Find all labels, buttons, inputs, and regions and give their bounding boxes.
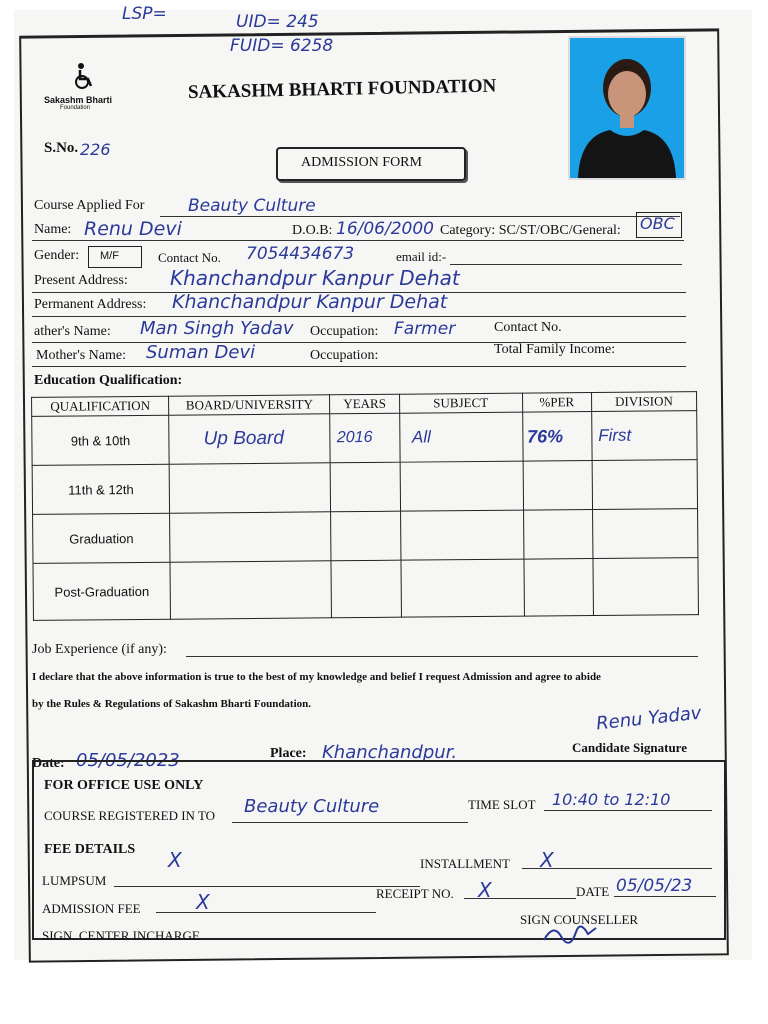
- education-heading: Education Qualification:: [34, 373, 183, 388]
- admission-fee-value: X: [196, 890, 210, 914]
- column-header: DIVISION: [591, 392, 696, 412]
- qualification-cell: 11th & 12th: [32, 464, 170, 514]
- office-date-label: DATE: [576, 884, 610, 899]
- place-label: Place:: [270, 746, 307, 761]
- lsp-note: LSP=: [122, 4, 167, 24]
- counseller-signature-mark: [540, 914, 600, 950]
- qualification-cell: Post-Graduation: [33, 562, 171, 620]
- lumpsum-label: LUMPSUM: [42, 873, 107, 888]
- dob-label: D.O.B:: [292, 223, 333, 238]
- receipt-no-label: RECEIPT NO.: [376, 886, 454, 901]
- lumpsum-line: [114, 886, 420, 887]
- table-row: [32, 460, 697, 515]
- qualification-cell: Graduation: [33, 513, 171, 563]
- receipt-no-line: [464, 898, 576, 899]
- name-label: Name:: [34, 222, 72, 237]
- time-slot-line: [544, 810, 712, 811]
- division-cell: [593, 558, 699, 616]
- subject-cell: [400, 461, 524, 511]
- course-registered-line: [232, 822, 468, 823]
- mother-name-value: Suman Devi: [146, 342, 256, 363]
- receipt-no-value: X: [478, 878, 492, 902]
- installment-value: X: [540, 848, 554, 872]
- board-cell: [170, 512, 332, 562]
- present-address-label: Present Address:: [34, 273, 128, 288]
- division-cell: First: [591, 411, 697, 461]
- declaration-line-1: I declare that the above information is true to the best of my knowledge and belief I request Admission and agree to abide: [32, 671, 601, 683]
- course-registered-value: Beauty Culture: [244, 796, 380, 817]
- uid-note: UID= 245: [236, 12, 319, 32]
- candidate-signature-label: Candidate Signature: [572, 740, 687, 755]
- name-value: Renu Devi: [84, 218, 182, 240]
- present-address-value: Khanchandpur Kanpur Dehat: [170, 266, 460, 290]
- percent-cell: [523, 510, 593, 560]
- permanent-address-label: Permanent Address:: [34, 297, 147, 312]
- permanent-address-value: Khanchandpur Kanpur Dehat: [172, 291, 448, 313]
- course-registered-label: COURSE REGISTERED IN TO: [44, 808, 216, 823]
- admission-fee-line: [156, 912, 376, 913]
- fee-details-label: FEE DETAILS: [44, 842, 136, 857]
- job-experience-line: [186, 656, 698, 657]
- admission-fee-label: ADMISSION FEE: [42, 901, 141, 916]
- year-cell: 2016: [330, 413, 400, 463]
- percent-cell: 76%: [522, 412, 592, 462]
- qualification-cell: 9th & 10th: [32, 415, 170, 465]
- form-title: ADMISSION FORM: [301, 155, 422, 170]
- education-table: [31, 391, 699, 621]
- office-date-line: [614, 896, 716, 897]
- course-label: Course Applied For: [34, 198, 145, 213]
- column-header: SUBJECT: [399, 393, 522, 413]
- father-occupation-label: Occupation:: [310, 324, 379, 339]
- sign-counseller-label: SIGN COUNSELLER: [520, 912, 639, 927]
- board-cell: [169, 463, 331, 513]
- contact-value: 7054434673: [246, 244, 355, 264]
- date-value: 05/05/2023: [76, 750, 180, 771]
- course-value: Beauty Culture: [188, 196, 316, 216]
- installment-label: INSTALLMENT: [420, 856, 510, 871]
- column-header: %PER: [522, 393, 591, 413]
- contact-label: Contact No.: [158, 250, 221, 265]
- place-value: Khanchandpur.: [322, 742, 458, 763]
- dob-value: 16/06/2000: [336, 219, 434, 239]
- name-line: [32, 240, 684, 241]
- sno-value: 226: [80, 140, 111, 159]
- division-cell: [592, 460, 698, 510]
- fuid-note: FUID= 6258: [230, 36, 334, 56]
- permanent-line: [32, 316, 686, 317]
- mother-name-label: Mother's Name:: [36, 348, 127, 363]
- division-cell: [592, 509, 698, 559]
- time-slot-label: TIME SLOT: [468, 797, 536, 812]
- applicant-photo: [568, 36, 686, 180]
- table-row: [33, 558, 698, 621]
- mother-line: [32, 366, 686, 367]
- subject-cell: [400, 510, 524, 560]
- subject-cell: [401, 559, 525, 617]
- course-line: [160, 216, 680, 217]
- father-name-value: Man Singh Yadav: [140, 318, 294, 339]
- contact-no-label: Contact No.: [494, 320, 562, 335]
- board-cell: [170, 561, 332, 619]
- year-cell: [331, 511, 401, 561]
- column-header: QUALIFICATION: [32, 396, 169, 416]
- father-name-label: ather's Name:: [34, 324, 111, 339]
- year-cell: [331, 462, 401, 512]
- declaration-line-2: by the Rules & Regulations of Sakashm Bharti Foundation.: [32, 698, 312, 710]
- office-heading: FOR OFFICE USE ONLY: [44, 778, 204, 793]
- gender-value: M/F: [100, 250, 119, 262]
- email-label: email id:-: [396, 249, 447, 264]
- column-header: BOARD/UNIVERSITY: [169, 395, 330, 415]
- father-occupation-value: Farmer: [394, 319, 456, 339]
- email-line: [450, 264, 682, 265]
- subject-cell: All: [399, 412, 523, 462]
- percent-cell: [524, 559, 594, 617]
- percent-cell: [523, 461, 593, 511]
- category-label: Category: SC/ST/OBC/General:: [440, 223, 621, 238]
- logo-text: Sakashm Bharti: [44, 95, 113, 105]
- mother-occupation-label: Occupation:: [310, 348, 379, 363]
- category-value: OBC: [640, 214, 675, 233]
- page-title: SAKASHM BHARTI FOUNDATION: [187, 75, 497, 103]
- wheelchair-logo-icon: [72, 62, 96, 90]
- date-label: Date:: [32, 756, 65, 771]
- table-row: [32, 411, 697, 466]
- table-row: [33, 509, 698, 564]
- logo-subtext: Foundation: [60, 105, 91, 111]
- column-header: YEARS: [330, 394, 399, 414]
- gender-label: Gender:: [34, 248, 80, 263]
- sno-label: S.No.: [44, 140, 79, 156]
- lumpsum-value: X: [168, 848, 182, 872]
- job-experience-label: Job Experience (if any):: [32, 642, 167, 657]
- board-cell: Up Board: [169, 414, 331, 464]
- installment-line: [522, 868, 712, 869]
- year-cell: [331, 560, 401, 618]
- candidate-signature: Renu Yadav: [595, 702, 703, 735]
- sign-center-incharge-label: SIGN. CENTER INCHARGE: [42, 928, 200, 943]
- income-label: Total Family Income:: [494, 342, 616, 357]
- time-slot-value: 10:40 to 12:10: [552, 790, 671, 809]
- office-date-value: 05/05/23: [616, 876, 693, 896]
